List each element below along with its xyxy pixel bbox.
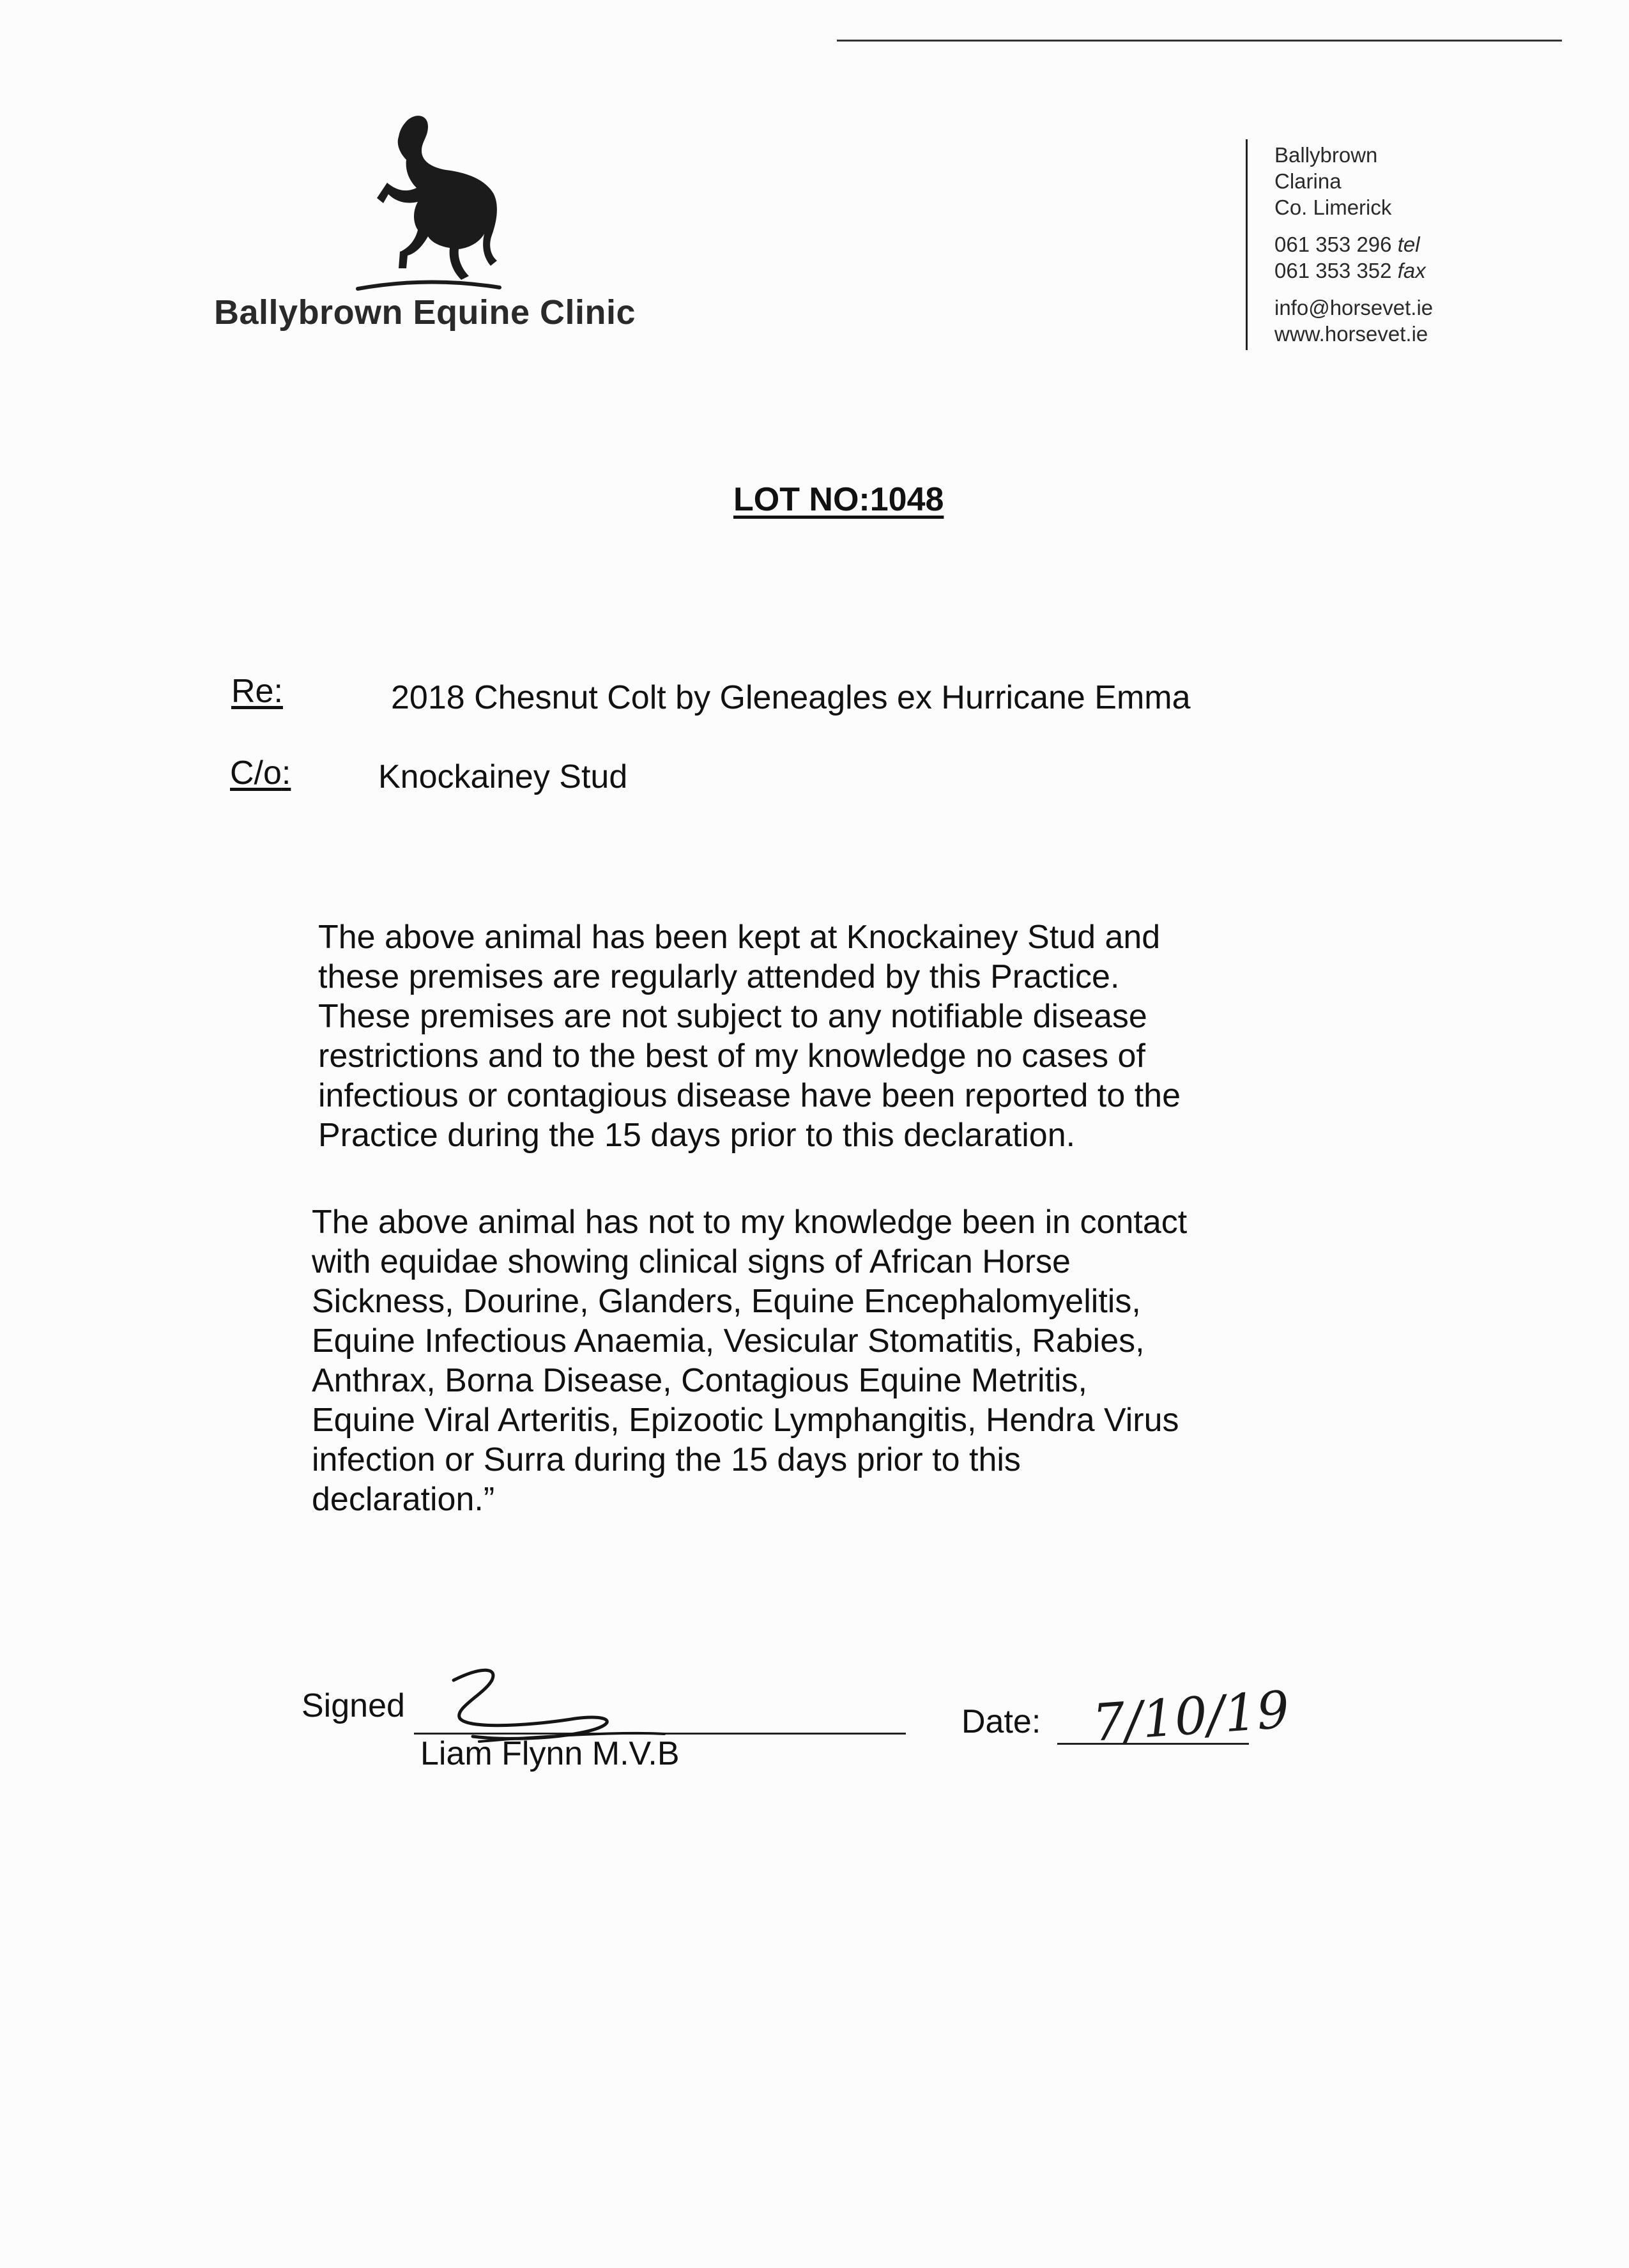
top-divider	[837, 40, 1562, 42]
date-label: Date:	[961, 1703, 1041, 1740]
paragraph-2	[312, 1202, 1187, 1519]
re-value: 2018 Chesnut Colt by Gleneagles ex Hurricane Emma	[391, 679, 1191, 716]
lot-number: LOT NO:1048	[733, 481, 944, 518]
paragraph-1	[318, 917, 1181, 1155]
contact-block	[1274, 142, 1433, 347]
paragraph-line: declaration.”	[312, 1481, 495, 1518]
tel-number: 061 353 296	[1274, 233, 1392, 256]
paragraph-line: infection or Surra during the 15 days prior to this	[312, 1441, 1021, 1478]
paragraph-line: restrictions and to the best of my knowledge no cases of	[318, 1038, 1145, 1075]
paragraph-line: These premises are not subject to any notifiable disease	[318, 998, 1147, 1035]
fax-line	[1274, 257, 1433, 284]
website-link[interactable]: www.horsevet.ie	[1274, 322, 1428, 346]
contact-divider	[1246, 139, 1248, 350]
horse-logo-icon	[332, 109, 524, 300]
re-label: Re	[231, 673, 274, 710]
signed-label: Signed	[302, 1687, 405, 1724]
signer-name: Liam Flynn M.V.B	[420, 1735, 680, 1772]
address-line: Ballybrown	[1274, 143, 1378, 167]
tel-label: tel	[1397, 233, 1420, 256]
address-line: Clarina	[1274, 169, 1342, 193]
paragraph-line: Equine Infectious Anaemia, Vesicular Stomatitis, Rabies,	[312, 1322, 1145, 1360]
paragraph-line: The above animal has not to my knowledge been in contact	[312, 1204, 1188, 1241]
handwritten-signature	[409, 1655, 741, 1770]
clinic-name: Ballybrown Equine Clinic	[214, 293, 636, 332]
handwritten-date: 7/10/19	[1090, 1680, 1292, 1753]
paragraph-line: infectious or contagious disease have been reported to the	[318, 1077, 1181, 1114]
paragraph-line: these premises are regularly attended by this Practice.	[318, 958, 1120, 995]
paragraph-line: Sickness, Dourine, Glanders, Equine Encephalomyelitis,	[312, 1283, 1141, 1320]
re-label-row: Re:	[231, 673, 283, 710]
address-line: Co. Limerick	[1274, 195, 1392, 219]
fax-number: 061 353 352	[1274, 259, 1392, 282]
paragraph-line: with equidae showing clinical signs of African Horse	[312, 1243, 1071, 1280]
co-label-row: C/o:	[230, 755, 291, 792]
co-value: Knockainey Stud	[378, 758, 628, 795]
tel-line	[1274, 231, 1433, 257]
email-link[interactable]: info@horsevet.ie	[1274, 296, 1434, 319]
co-label: C/o	[230, 755, 282, 792]
paragraph-line: Anthrax, Borna Disease, Contagious Equine Metritis,	[312, 1362, 1087, 1399]
paragraph-line: The above animal has been kept at Knockainey Stud and	[318, 919, 1161, 956]
fax-label: fax	[1397, 259, 1426, 282]
paragraph-line: Practice during the 15 days prior to this declaration.	[318, 1117, 1076, 1154]
paragraph-line: Equine Viral Arteritis, Epizootic Lymphangitis, Hendra Virus	[312, 1402, 1179, 1439]
